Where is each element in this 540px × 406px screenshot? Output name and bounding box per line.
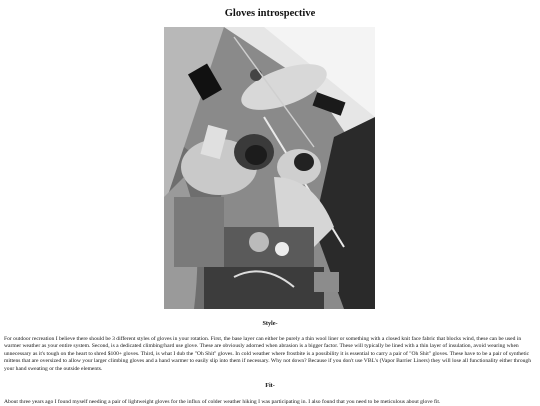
section-text-style: For outdoor recreation I believe there should be 3 different styles of gloves in your rotation. First, the base layer can either be purely a thin wool liner or something with a closed knit face fabric that blocks wind, these can be used in warmer weather as your entire system. Second, is a dedicated climbing/hard use glove. These are obviously adorned when abrasion is a bigger factor. These will typically be lined with a thin layer of insulation, avoid wearing when unnecessary as it's tough on the heart to shred $100+ gloves. Third, is what I dub the "Oh Shit" gloves. In cold weather where frostbite is a possibility it is essential to carry a pair of "Oh Shit" gloves. These have to be a pair of synthetic mittens that are oversized to allow your larger climbing gloves and a hand warmer to easily slip into them if necessary. Why not down? Because if you don't use VBL's (Vapor Barrier Liners) they will lose all functionality either through your hand sweating or the outside elements. [4,336,532,372]
hero-photo [164,27,375,309]
page-title: Gloves introspective [224,8,316,19]
section-heading-fit: Fit- [265,382,275,389]
section-heading-style: Style- [262,320,278,327]
section-text-fit: About three years ago I found myself needing a pair of lightweight gloves for the influx of colder weather hiking I was participating in. I also found that you need to be meticulous about glove fit. [4,399,441,405]
